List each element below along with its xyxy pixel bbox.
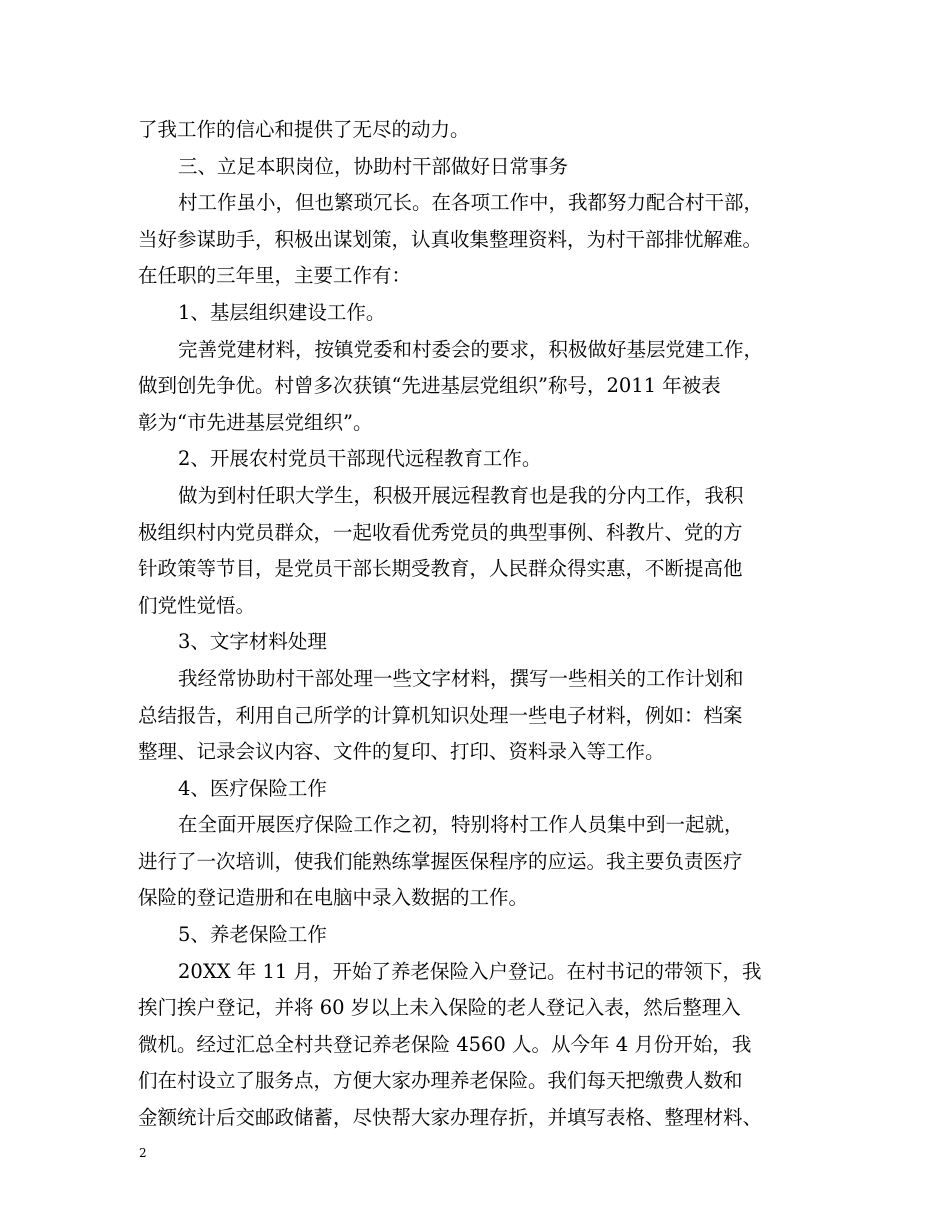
text-line: 金额统计后交邮政储蓄，尽快帮大家办理存折，并填写表格、整理材料、 — [138, 1106, 763, 1130]
text-line: 们党性觉悟。 — [138, 593, 256, 617]
text-line: 进行了一次培训，使我们能熟练掌握医保程序的应运。我主要负责医疗 — [138, 849, 743, 873]
text-line: 20XX 年 11 月，开始了养老保险入户登记。在村书记的带领下，我 — [178, 959, 762, 983]
page-number: 2 — [139, 1146, 147, 1160]
item-heading: 4、医疗保险工作 — [178, 776, 327, 800]
text-line: 村工作虽小，但也繁琐冗长。在各项工作中，我都努力配合村干部， — [178, 191, 764, 215]
text-line: 整理、记录会议内容、文件的复印、打印、资料录入等工作。 — [138, 740, 665, 764]
text-line: 在任职的三年里，主要工作有： — [138, 264, 412, 288]
text-line: 我经常协助村干部处理一些文字材料，撰写一些相关的工作计划和 — [178, 666, 744, 690]
text-line: 做到创先争优。村曾多次获镇“先进基层党组织”称号，2011 年被表 — [138, 374, 721, 398]
text-line: 当好参谋助手，积极出谋划策，认真收集整理资料，为村干部排忧解难。 — [138, 227, 763, 251]
item-heading: 1、基层组织建设工作。 — [178, 300, 386, 324]
section-heading: 三、立足本职岗位，协助村干部做好日常事务 — [178, 154, 569, 178]
item-heading: 3、文字材料处理 — [178, 630, 327, 654]
text-line: 做为到村任职大学生，积极开展远程教育也是我的分内工作，我积 — [178, 483, 744, 507]
text-line: 针政策等节目，是党员干部长期受教育，人民群众得实惠，不断提高他 — [138, 557, 743, 581]
item-heading: 5、养老保险工作 — [178, 923, 327, 947]
text-line: 极组织村内党员群众，一起收看优秀党员的典型事例、科教片、党的方 — [138, 520, 743, 544]
text-line: 完善党建材料，按镇党委和村委会的要求，积极做好基层党建工作， — [178, 337, 764, 361]
text-line: 微机。经过汇总全村共登记养老保险 4560 人。从今年 4 月份开始，我 — [138, 1032, 752, 1056]
document-body — [138, 112, 818, 1137]
text-line: 挨门挨户登记，并将 60 岁以上未入保险的老人登记入表，然后整理入 — [138, 996, 741, 1020]
text-line: 总结报告，利用自己所学的计算机知识处理一些电子材料，例如：档案 — [138, 703, 743, 727]
text-line: 了我工作的信心和提供了无尽的动力。 — [138, 118, 470, 141]
text-line: 们在村设立了服务点，方便大家办理养老保险。我们每天把缴费人数和 — [138, 1069, 743, 1093]
text-line: 彰为“市先进基层党组织”。 — [138, 410, 373, 434]
text-line: 在全面开展医疗保险工作之初，特别将村工作人员集中到一起就， — [178, 813, 744, 837]
text-line: 保险的登记造册和在电脑中录入数据的工作。 — [138, 886, 529, 910]
item-heading: 2、开展农村党员干部现代远程教育工作。 — [178, 447, 542, 471]
